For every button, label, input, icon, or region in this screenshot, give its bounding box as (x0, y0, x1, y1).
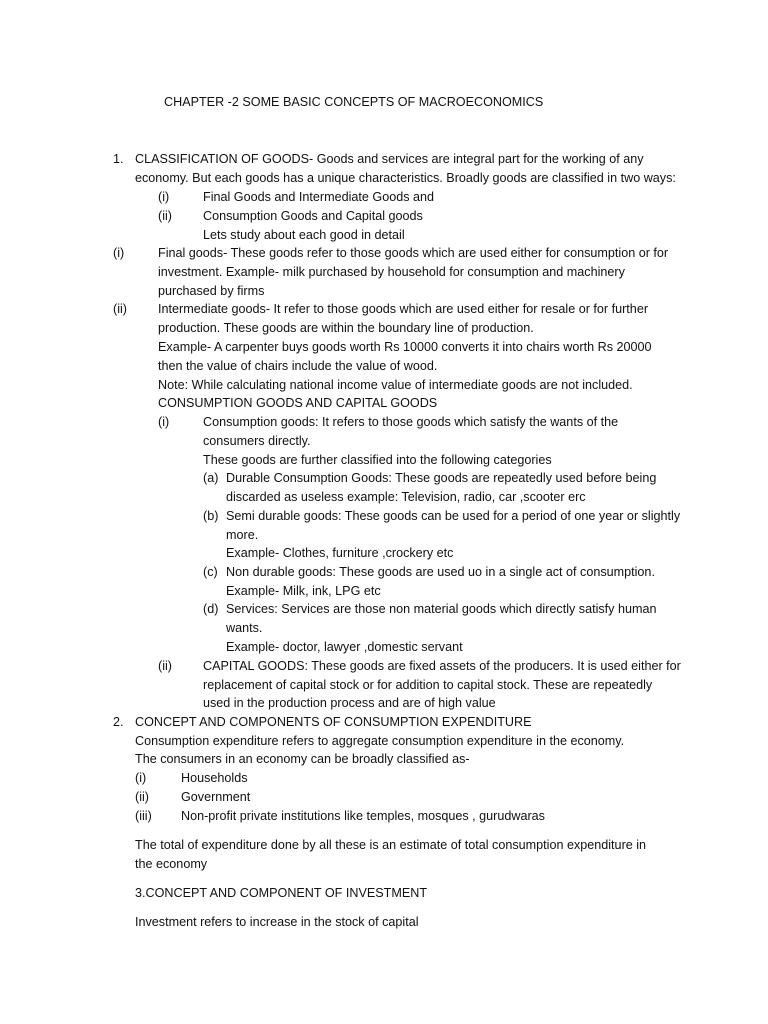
capital-goods-line: used in the production process and are of high value (203, 696, 496, 710)
section-2-line: Consumption expenditure refers to aggregate consumption expenditure in the economy. (135, 734, 625, 748)
final-goods-marker: (i) (113, 246, 125, 260)
classification-marker: (i) (158, 190, 170, 204)
section-2-number: 2. (113, 715, 124, 729)
classification-item: Final Goods and Intermediate Goods and (203, 190, 435, 204)
category-marker: (a) (203, 471, 219, 485)
consumption-goods-line: Consumption goods: It refers to those goods which satisfy the wants of the (203, 415, 619, 429)
category-line: Semi durable goods: These goods can be used for a period of one year or slightly (226, 509, 681, 523)
capital-goods-line: replacement of capital stock or for addition to capital stock. These are repeatedly (203, 678, 653, 692)
category-marker: (d) (203, 602, 219, 616)
category-line: more. (226, 528, 259, 542)
intermediate-goods-line: Note: While calculating national income value of intermediate goods are not included. (158, 378, 633, 392)
category-line: Example- Clothes, furniture ,crockery etc (226, 546, 454, 560)
page-title: CHAPTER -2 SOME BASIC CONCEPTS OF MACROECONOMICS (164, 95, 544, 109)
category-line: Durable Consumption Goods: These goods are repeatedly used before being (226, 471, 657, 485)
category-line: Example- doctor, lawyer ,domestic servant (226, 640, 463, 654)
consumption-goods-line: consumers directly. (203, 434, 311, 448)
category-line: wants. (226, 621, 263, 635)
study-note: Lets study about each good in detail (203, 228, 405, 242)
capital-goods-marker: (ii) (158, 659, 172, 673)
section-2-line: The consumers in an economy can be broadly classified as- (135, 752, 470, 766)
consumption-capital-heading: CONSUMPTION GOODS AND CAPITAL GOODS (158, 396, 438, 410)
final-goods-line: purchased by firms (158, 284, 265, 298)
consumption-goods-line: These goods are further classified into the following categories (203, 453, 552, 467)
section-1-line: economy. But each goods has a unique characteristics. Broadly goods are classified in two ways: (135, 171, 676, 185)
total-expenditure-line: The total of expenditure done by all these is an estimate of total consumption expenditure in (135, 838, 647, 852)
section-1-number: 1. (113, 152, 124, 166)
intermediate-goods-line: Example- A carpenter buys goods worth Rs 10000 converts it into chairs worth Rs 20000 (158, 340, 652, 354)
category-line: Example- Milk, ink, LPG etc (226, 584, 381, 598)
section-3-heading: 3.CONCEPT AND COMPONENT OF INVESTMENT (135, 886, 428, 900)
category-line: Services: Services are those non material goods which directly satisfy human (226, 602, 657, 616)
classification-item: Consumption Goods and Capital goods (203, 209, 423, 223)
consumption-goods-marker: (i) (158, 415, 170, 429)
consumer-item: Households (181, 771, 248, 785)
category-marker: (c) (203, 565, 218, 579)
intermediate-goods-line: then the value of chairs include the value of wood. (158, 359, 438, 373)
category-line: Non durable goods: These goods are used uo in a single act of consumption. (226, 565, 655, 579)
consumer-marker: (iii) (135, 809, 152, 823)
intermediate-goods-line: Intermediate goods- It refer to those goods which are used either for resale or for further (158, 302, 649, 316)
classification-marker: (ii) (158, 209, 172, 223)
final-goods-line: investment. Example- milk purchased by household for consumption and machinery (158, 265, 625, 279)
final-goods-line: Final goods- These goods refer to those goods which are used either for consumption or for (158, 246, 669, 260)
section-1-line: CLASSIFICATION OF GOODS- Goods and services are integral part for the working of any (135, 152, 644, 166)
capital-goods-line: CAPITAL GOODS: These goods are fixed assets of the producers. It is used either for (203, 659, 681, 673)
section-3-text: Investment refers to increase in the stock of capital (135, 915, 419, 929)
category-marker: (b) (203, 509, 219, 523)
consumer-marker: (i) (135, 771, 147, 785)
consumer-marker: (ii) (135, 790, 149, 804)
consumer-item: Government (181, 790, 251, 804)
category-line: discarded as useless example: Television, radio, car ,scooter erc (226, 490, 586, 504)
consumer-item: Non-profit private institutions like temples, mosques , gurudwaras (181, 809, 545, 823)
intermediate-goods-line: production. These goods are within the boundary line of production. (158, 321, 534, 335)
total-expenditure-line: the economy (135, 857, 208, 871)
intermediate-goods-marker: (ii) (113, 302, 127, 316)
section-2-heading: CONCEPT AND COMPONENTS OF CONSUMPTION EXPENDITURE (135, 715, 532, 729)
